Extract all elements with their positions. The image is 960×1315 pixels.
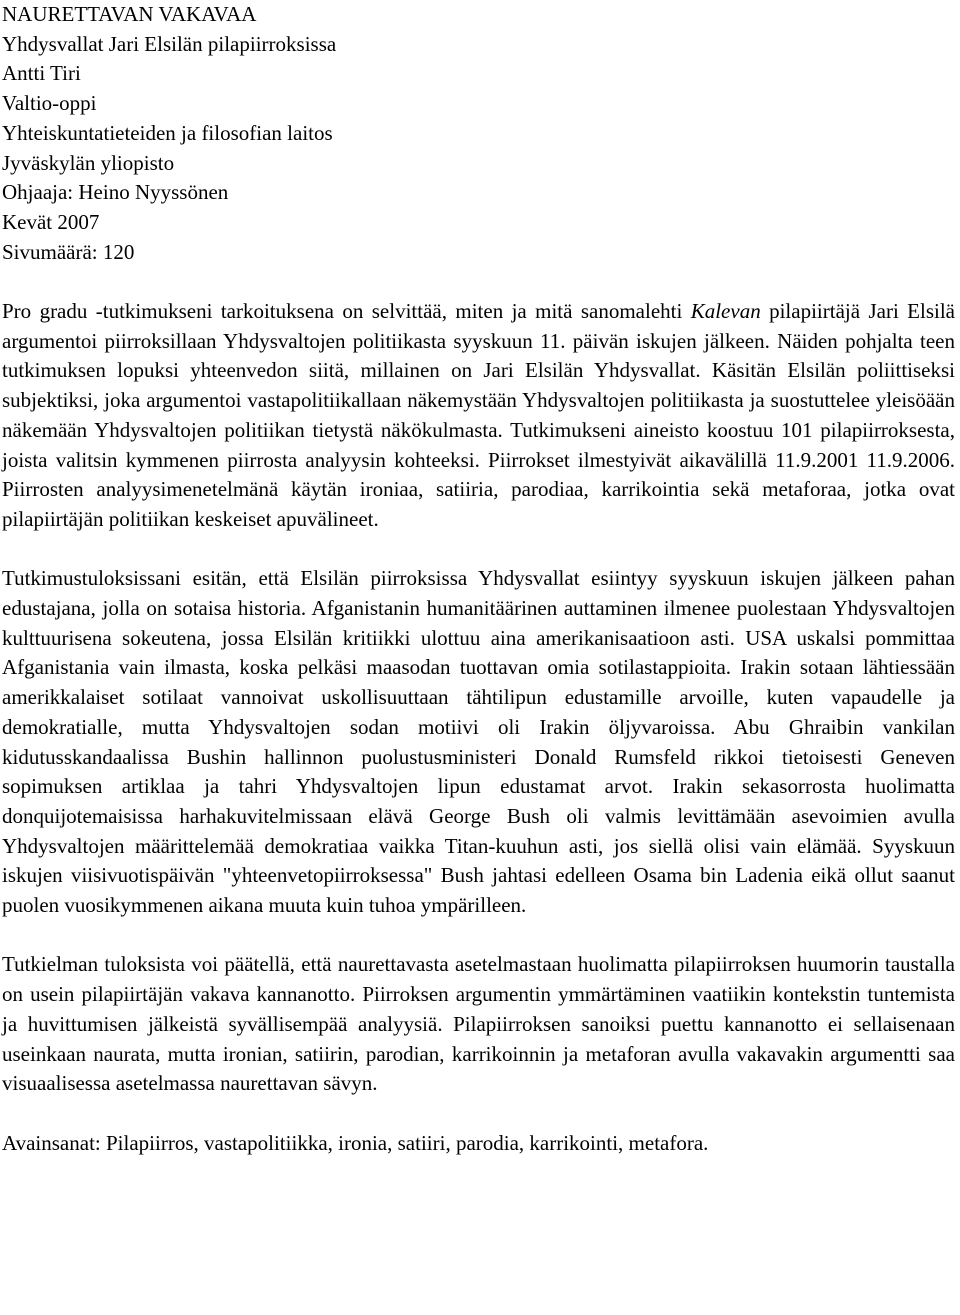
thesis-title: NAURETTAVAN VAKAVAA bbox=[2, 2, 257, 26]
document-page bbox=[2, 0, 955, 1158]
spacer bbox=[2, 535, 955, 565]
spacer bbox=[2, 921, 955, 951]
spacer bbox=[2, 267, 955, 297]
university: Jyväskylän yliopisto bbox=[2, 150, 175, 175]
spacer bbox=[2, 1099, 955, 1129]
keywords: Avainsanat: Pilapiirros, vastapolitiikka, ironia, satiiri, parodia, karrikointi, metafora. bbox=[2, 1130, 709, 1155]
title-block bbox=[2, 0, 955, 267]
abstract-paragraph-3: Tutkielman tuloksista voi päätellä, että naurettavasta asetelmastaan huolimatta pilapiirroksen huumorin taustalla on usein pilapiirtäjän vakava kannanotto. Piirroksen argumentin ymmärtäminen vaatiikin kontekstin tuntemista ja huvittumisen jälkeistä syvällisempää analyysiä. Pilapiirroksen sanoiksi puettu kannanotto ei sellaisenaan useinkaan naurata, mutta ironian, satiirin, parodian, karrikoinnin ja metaforan avulla vakavakin argumentti saa visuaalisessa asetelmassa naurettavan sävyn. bbox=[2, 952, 955, 1096]
supervisor: Ohjaaja: Heino Nyyssönen bbox=[2, 180, 229, 205]
abstract-paragraph-1-rest: pilapiirtäjä Jari Elsilä argumentoi piirroksillaan Yhdysvaltojen politiikasta syyskuun 11. päivän iskujen jälkeen. Näiden pohjalta teen tutkimuksen lopuksi yhteenvedon siitä, millainen on Jari Elsilän Yhdysvallat. Käsitän Elsilän poliittiseksi subjektiksi, joka argumentoi vastapolitiikallaan näkemystään Yhdysvaltojen politiikasta ja suostuttelee yleisöään näkemään Yhdysvaltojen politiikan tietystä näkökulmasta. Tutkimukseni aineisto koostuu 101 pilapiirroksesta, joista valitsin kymmenen piirrosta analyysin kohteeksi. Piirrokset ilmestyivät aikavälillä 11.9.2001 11.9.2006. Piirrosten analyysimenetelmänä käytän ironiaa, satiiria, parodiaa, karrikointia sekä metaforaa, jotka ovat pilapiirtäjän politiikan keskeiset apuvälineet. bbox=[2, 299, 955, 531]
page-count: Sivumäärä: 120 bbox=[2, 239, 135, 264]
abstract-paragraph-1-start: Pro gradu -tutkimukseni tarkoituksena on selvittää, miten ja mitä sanomalehti bbox=[2, 299, 691, 324]
subject: Valtio-oppi bbox=[2, 91, 97, 116]
abstract-paragraph-2: Tutkimustuloksissani esitän, että Elsilän piirroksissa Yhdysvallat esiintyy syyskuun iskujen jälkeen pahan edustajana, jolla on sotaisa historia. Afganistanin humanitäärinen auttaminen ilmenee puolestaan Yhdysvaltojen kulttuurisena sokeutena, jossa Elsilän kritiikki ulottuu aina amerikanisaatioon asti. USA uskalsi pommittaa Afganistania vain ilmasta, koska pelkäsi maasodan tuottavan omia sotilastappioita. Irakin sotaan lähtiessään amerikkalaiset sotilaat vannoivat uskollisuuttaan tähtilipun edustamille arvoille, kuten vapaudelle ja demokratialle, mutta Yhdysvaltojen sodan motiivi oli Irakin öljyvaroissa. Abu Ghraibin vankilan kidutusskandaalissa Bushin hallinnon puolustusministeri Donald Rumsfeld rikkoi tietoisesti Geneven sopimuksen artiklaa ja tahri Yhdysvaltojen lipun edustamat arvot. Irakin sekasorrosta huolimatta donquijotemaisissa harhakuvitelmissaan elävä George Bush oli valmis levittämään asevoimien avulla Yhdysvaltojen määrittelemää demokratiaa vaikka Titan-kuuhun asti, jos siellä olisi vain elämää. Syyskuun iskujen viisivuotispäivän "yhteenvetopiirroksessa" Bush jahtasi edelleen Osama bin Ladenia eikä ollut saanut puolen vuosikymmenen aikana muuta kuin tuhoa ympärilleen. bbox=[2, 566, 955, 918]
term: Kevät 2007 bbox=[2, 209, 100, 234]
abstract-paragraph-1 bbox=[2, 297, 955, 535]
author-name: Antti Tiri bbox=[2, 61, 81, 86]
department: Yhteiskuntatieteiden ja filosofian laitos bbox=[2, 120, 333, 145]
thesis-subtitle: Yhdysvallat Jari Elsilän pilapiirroksissa bbox=[2, 31, 337, 56]
newspaper-name: Kalevan bbox=[690, 299, 761, 324]
